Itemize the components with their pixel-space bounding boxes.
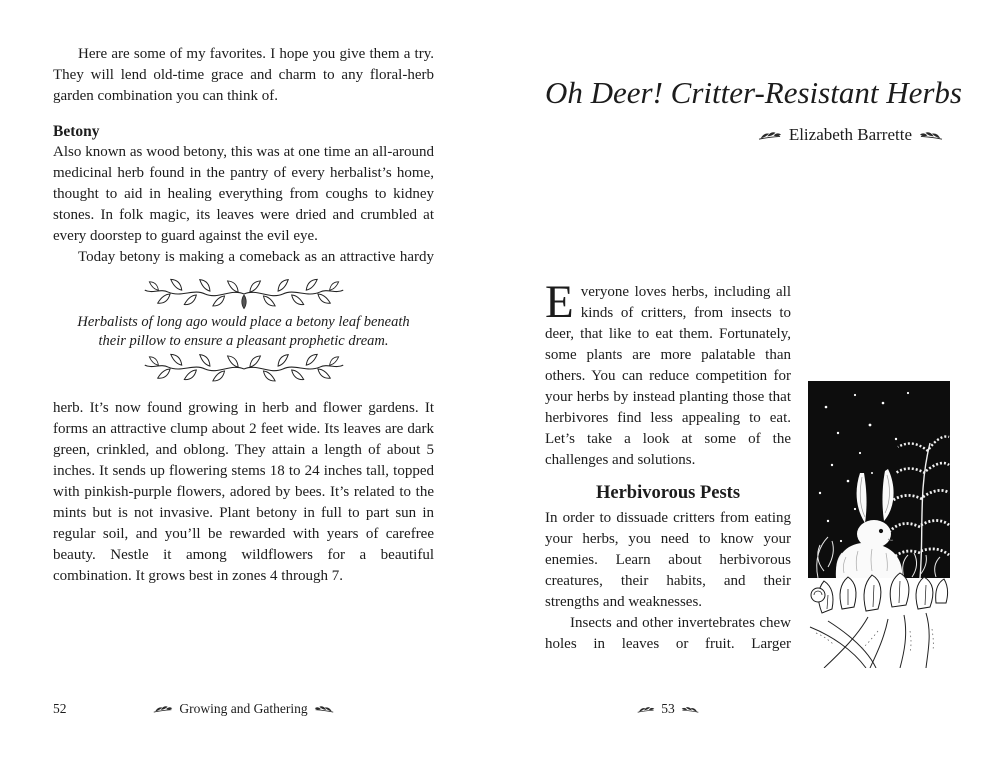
- paragraph-betony-history: Also known as wood betony, this was at one time an all-around medicinal herb found in the pantry of every herbalist’s home, thought to aid in healing everything from coughs to kidney stones. In folk magic, its leaves were dried and crumbled at every doorstep to guard against the evil eye.: [53, 144, 434, 244]
- betony-sidebar: [53, 278, 434, 386]
- leaf-sprig-right-icon: [919, 130, 943, 141]
- leaf-sprig-left-icon: [758, 130, 782, 141]
- drop-cap: E: [545, 276, 574, 328]
- paragraph-betony-comeback: Today betony is making a comeback as an attractive hardy: [78, 249, 434, 265]
- betony-sidebar-caption: Herbalists of long ago would place a betony leaf beneath their pillow to ensure a pleasant prophetic dream.: [77, 314, 410, 349]
- running-head: Growing and Gathering: [179, 701, 308, 716]
- rabbit-garden-illustration: [808, 381, 950, 668]
- betony-heading: Betony: [53, 123, 100, 140]
- herbivorous-pests-heading: Herbivorous Pests: [595, 483, 741, 503]
- paragraph-text: veryone loves herbs, including all kinds of critters, from insects to deer, that like to eat them. Fortunately, some plants are more palatable than others. You can reduce competition for your herbs by instead planting those that herbivores find less appealing to eat. Let’s take a look at some of the challenges and solutions.: [545, 284, 791, 468]
- paragraph-insects: Insects and other invertebrates chew holes in leaves or fruit. Larger: [545, 615, 791, 652]
- paragraph-favorites: Here are some of my favorites. I hope you give them a try. They will lend old-time grace and charm to any floral-herb garden combination you can think of.: [53, 46, 434, 104]
- leaf-divider-ornament-icon: [137, 278, 351, 311]
- author-name: Elizabeth Barrette: [788, 125, 912, 144]
- leafy-greens: [811, 573, 948, 613]
- leaf-sprig-left-icon: [153, 704, 173, 714]
- leaf-divider-ornament-icon: [137, 353, 351, 386]
- paragraph-everyone-loves-herbs: [545, 276, 791, 471]
- page-53-text-column: [545, 276, 791, 655]
- page-number-53: 53: [661, 701, 675, 716]
- right-page-footer: [545, 700, 791, 718]
- article-title: Oh Deer! Critter-Resistant Herbs: [545, 75, 962, 110]
- leaf-sprig-left-icon: [637, 705, 655, 714]
- page-number-52: 52: [53, 701, 67, 716]
- article-byline: [545, 124, 943, 146]
- left-page-footer: [53, 700, 434, 718]
- paragraph-dissuade-critters: In order to dissuade critters from eating your herbs, you need to know your enemies. Learn about herbivorous creatures, their habits, and their strengths and weaknesses.: [545, 510, 791, 610]
- paragraph-betony-growing: herb. It’s now found growing in herb and flower gardens. It forms an attractive clump about 2 feet wide. Its leaves are dark green, crinkled, and oblong. They attain a length of about 5 inches. It sends up flowering stems 18 to 24 inches tall, topped with pinkish-purple flowers, adored by bees. It’s related to the mints but is not invasive. Plant betony in full to part sun in regular soil, and you’ll be rewarded with years of carefree beauty. Nestle it among wildflowers for a beautiful combination. It grows best in zones 4 through 7.: [53, 400, 434, 584]
- garden-furrows: [810, 613, 933, 668]
- page-52: [53, 44, 434, 587]
- leaf-sprig-right-icon: [314, 704, 334, 714]
- leaf-sprig-right-icon: [681, 705, 699, 714]
